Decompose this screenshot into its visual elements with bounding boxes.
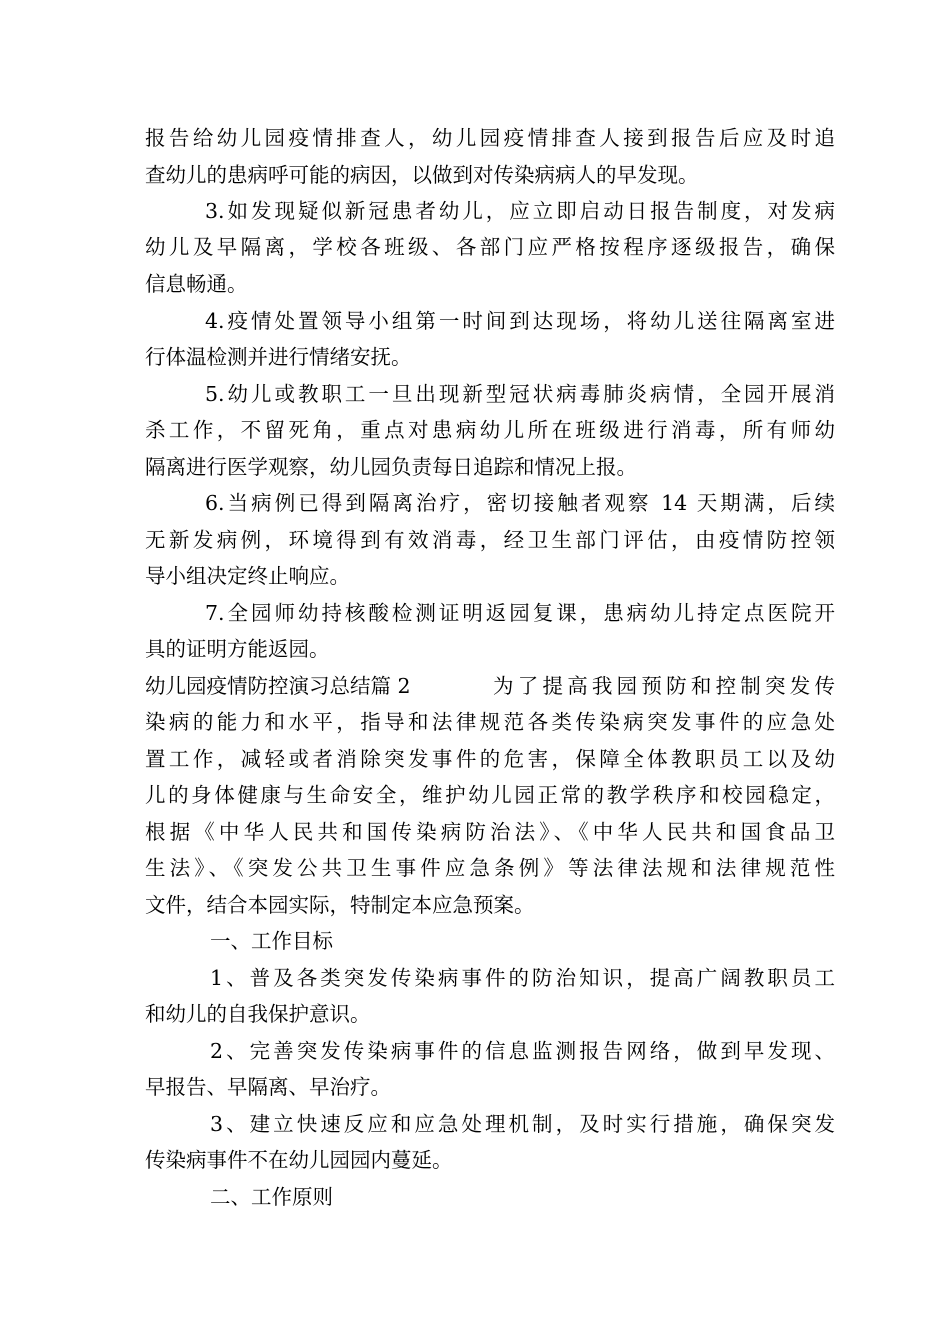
text-line: 3.如发现疑似新冠患者幼儿，应立即启动日报告制度，对发病 <box>205 199 835 223</box>
text-line: 报告给幼儿园疫情排查人，幼儿园疫情排查人接到报告后应及时追 <box>145 126 835 150</box>
text-line: 根据《中华人民共和国传染病防治法》、《中华人民共和国食品卫 <box>145 820 835 844</box>
text-line: 杀工作，不留死角，重点对患病幼儿所在班级进行消毒，所有师幼 <box>145 418 835 442</box>
text-line: 隔离进行医学观察，幼儿园负责每日追踪和情况上报。 <box>145 455 637 479</box>
text-line: 置工作，减轻或者消除突发事件的危害，保障全体教职员工以及幼 <box>145 747 835 771</box>
text-line: 染病的能力和水平，指导和法律规范各类传染病突发事件的应急处 <box>145 710 835 734</box>
text-line: 导小组决定终止响应。 <box>145 564 350 588</box>
text-line: 3、建立快速反应和应急处理机制，及时实行措施，确保突发 <box>210 1112 835 1136</box>
section-title: 幼儿园疫情防控演习总结篇 2 <box>145 674 411 698</box>
text-line: 文件，结合本园实际，特制定本应急预案。 <box>145 893 535 917</box>
text-line: 生法》、《突发公共卫生事件应急条例》等法律法规和法律规范性 <box>145 856 835 880</box>
text-line: 4.疫情处置领导小组第一时间到达现场，将幼儿送往隔离室进 <box>205 309 835 333</box>
text-line: 查幼儿的患病呼可能的病因，以做到对传染病病人的早发现。 <box>145 163 699 187</box>
text-line: 传染病事件不在幼儿园园内蔓延。 <box>145 1148 453 1172</box>
subheading: 一、工作目标 <box>210 929 333 953</box>
text-line: 1、普及各类突发传染病事件的防治知识，提高广阔教职员工 <box>210 966 835 990</box>
text-line: 和幼儿的自我保护意识。 <box>145 1002 371 1026</box>
text-line: 无新发病例，环境得到有效消毒，经卫生部门评估，由疫情防控领 <box>145 528 835 552</box>
text-line: 行体温检测并进行情绪安抚。 <box>145 345 412 369</box>
text-line: 儿的身体健康与生命安全，维护幼儿园正常的教学秩序和校园稳定， <box>145 783 835 807</box>
text-line: 为了提高我园预防和控制突发传 <box>493 674 835 698</box>
text-line: 6.当病例已得到隔离治疗，密切接触者观察 14 天期满，后续 <box>205 491 835 515</box>
text-line: 早报告、早隔离、早治疗。 <box>145 1075 391 1099</box>
text-line: 7.全园师幼持核酸检测证明返园复课，患病幼儿持定点医院开 <box>205 601 835 625</box>
text-line: 具的证明方能返园。 <box>145 637 330 661</box>
text-line: 5.幼儿或教职工一旦出现新型冠状病毒肺炎病情，全园开展消 <box>205 382 835 406</box>
subheading: 二、工作原则 <box>210 1185 333 1209</box>
text-line: 2、完善突发传染病事件的信息监测报告网络，做到早发现、 <box>210 1039 835 1063</box>
text-line: 信息畅通。 <box>145 272 248 296</box>
text-line: 幼儿及早隔离，学校各班级、各部门应严格按程序逐级报告，确保 <box>145 235 835 259</box>
